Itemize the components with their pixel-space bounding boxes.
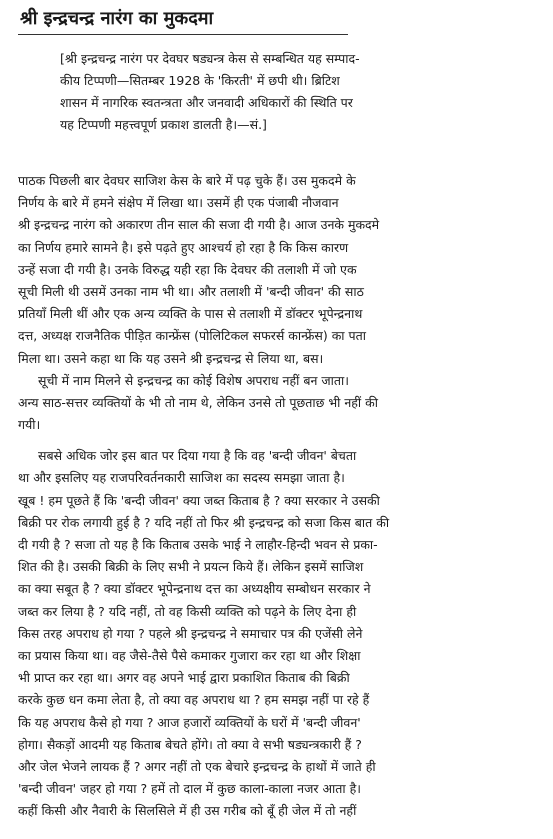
editorial-note (60, 48, 540, 136)
paragraph-gap (18, 436, 543, 445)
text-line: खूब ! हम पूछते हैं कि 'बन्दी जीवन' क्या जब्त किताब है ? क्या सरकार ने उसकी (18, 492, 380, 508)
text-line: का क्या सबूत है ? क्या डॉक्टर भूपेन्द्रनाथ दत्त का अध्यक्षीय सम्बोधन सरकार ने (18, 581, 371, 597)
text-line: प्रतियाँ मिली थीं और एक अन्य व्यक्ति के पास से तलाशी में डॉक्टर भूपेन्द्रनाथ (18, 306, 363, 322)
text-line: दत्त, अध्यक्ष राजनैतिक पीड़ित कान्फ्रेंस (पोलिटिकल सफरर्स कान्फ्रेंस) का पता (18, 328, 366, 344)
text-line: करके कुछ धन कमा लेता है, तो क्या वह अपराध था ? हम समझ नहीं पा रहे हैं (18, 692, 370, 708)
text-line: का प्रयास किया था। वह जैसे-तैसे पैसे कमाकर गुजारा कर रहा था और शिक्षा (18, 647, 361, 663)
page-title: श्री इन्द्रचन्द्र नारंग का मुकदमा (20, 8, 214, 29)
text-line: दी गयी है ? सजा तो यह है कि किताब उसके भाई ने लाहौर-हिन्दी भवन से प्रका- (18, 537, 378, 552)
note-line: [श्री इन्द्रचन्द्र नारंग पर देवघर षड्यन्त्र केस से सम्बन्धित यह सम्पाद- (60, 51, 360, 66)
paragraph-2 (18, 370, 543, 437)
text-line: उन्हें सजा दी गयी है। उनके विरुद्ध यही रहा कि देवघर की तलाशी में जो एक (18, 261, 357, 277)
note-line: कीय टिप्पणी—सितम्बर 1928 के 'किरती' में छपी थी। ब्रिटिश (60, 73, 340, 88)
text-line: सबसे अधिक जोर इस बात पर दिया गया है कि वह 'बन्दी जीवन' बेचता (38, 448, 357, 464)
text-line: कि यह अपराध कैसे हो गया ? आज हजारों व्यक्तियों के घरों में 'बन्दी जीवन' (18, 714, 361, 730)
text-line: का निर्णय हमारे सामने है। इसे पढ़ते हुए आश्चर्य हो रहा है कि किस कारण (18, 239, 349, 255)
note-line: शासन में नागरिक स्वतन्त्रता और जनवादी अधिकारों की स्थिति पर (60, 95, 353, 110)
text-line: श्री इन्द्रचन्द्र नारंग को अकारण तीन साल की सजा दी गयी है। आज उनके मुकदमे (18, 217, 380, 233)
text-line: मिला था। उसने कहा था कि यह उसने श्री इन्द्रचन्द्र से लिया था, बस। (18, 350, 324, 366)
text-line: 'बन्दी जीवन' जहर हो गया ? हमें तो दाल में कुछ काला-काला नजर आता है। (18, 781, 361, 797)
text-line: बिक्री पर रोक लगायी हुई है ? यदि नहीं तो फिर श्री इन्द्रचन्द्र को सजा किस बात की (18, 514, 390, 530)
text-line: भी प्राप्त कर रहा था। अगर वह अपने भाई द्वारा प्रकाशित किताब की बिक्री (18, 670, 350, 686)
article-body (18, 170, 543, 822)
text-line: शित की है। उसकी बिक्री के लिए सभी ने प्रयत्न किये हैं। लेकिन इसमें साजिश (18, 559, 364, 575)
text-line: गयी। (18, 417, 41, 433)
text-line: था और इसलिए यह राजपरिवर्तनकारी साजिश का सदस्य समझा जाता है। (18, 470, 345, 486)
text-line: और जेल भेजने लायक हैं ? अगर नहीं तो एक बेचारे इन्द्रचन्द्र के हाथों में जाते ही (18, 758, 376, 774)
paragraph-1 (18, 170, 543, 370)
text-line: किस तरह अपराध हो गया ? पहले श्री इन्द्रचन्द्र ने समाचार पत्र की एजेंसी लेने (18, 625, 363, 641)
text-line: निर्णय के बारे में हमने संक्षेप में लिखा था। उसमें ही एक पंजाबी नौजवान (18, 195, 339, 211)
paragraph-3 (18, 445, 543, 822)
title-underline (18, 34, 348, 35)
note-line: यह टिप्पणी महत्त्वपूर्ण प्रकाश डालती है।—सं.] (60, 117, 267, 132)
text-line: सूची में नाम मिलने से इन्द्रचन्द्र का कोई विशेष अपराध नहीं बन जाता। (38, 372, 349, 388)
text-line: सूची मिली थी उसमें उनका नाम भी था। और तलाशी में 'बन्दी जीवन' की साठ (18, 283, 364, 299)
text-line: अन्य साठ-सत्तर व्यक्तियों के भी तो नाम थे, लेकिन उनसे तो पूछताछ भी नहीं की (18, 394, 378, 410)
text-line: कहीं किसी और नैवारी के सिलसिले में ही उस गरीब को बूँ ही जेल में तो नहीं (18, 803, 357, 819)
text-line: पाठक पिछली बार देवघर साजिश केस के बारे में पढ़ चुके हैं। उस मुकदमे के (18, 173, 356, 188)
text-line: होगा। सैकड़ों आदमी यह किताब बेचते होंगे। तो क्या वे सभी षड्यन्त्रकारी हैं ? (18, 736, 362, 752)
text-line: जब्त कर लिया है ? यदि नहीं, तो वह किसी व्यक्ति को पढ़ने के लिए देना ही (18, 603, 357, 619)
